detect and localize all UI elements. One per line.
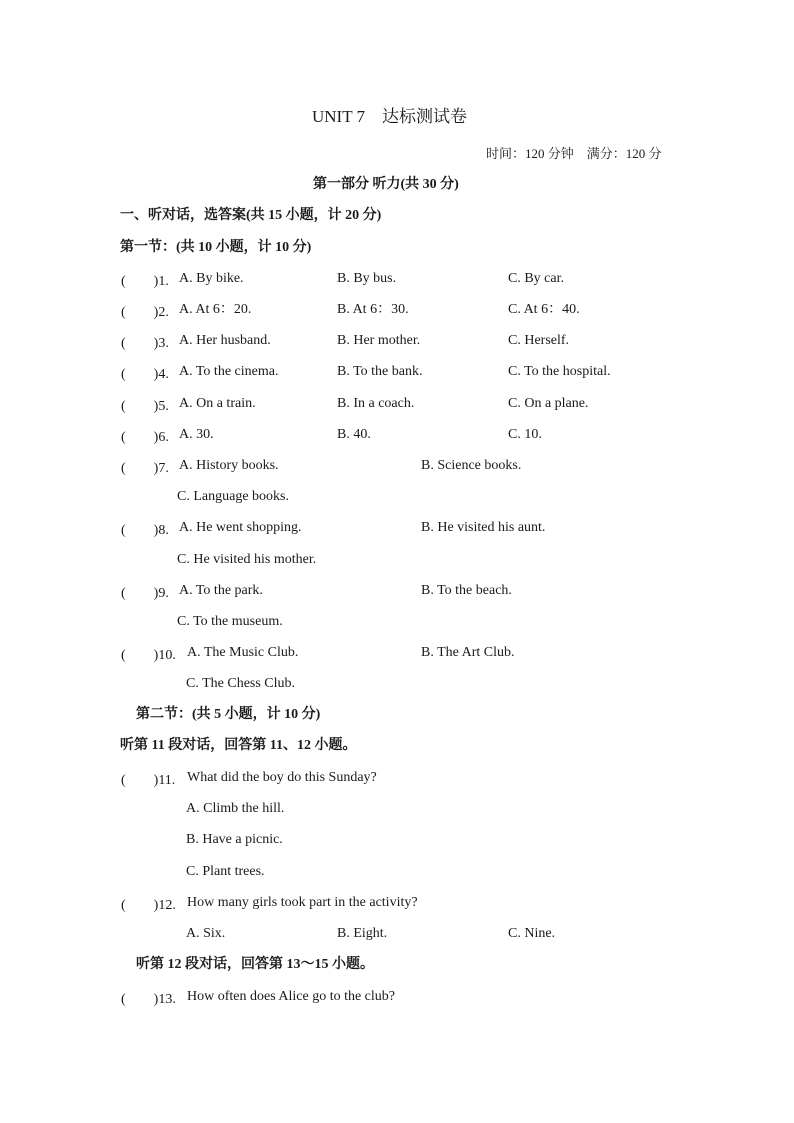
option-b: B. Science books.	[421, 458, 522, 473]
option-b: B. To the bank.	[337, 364, 423, 379]
option-b: B. Eight.	[337, 926, 388, 941]
page-title: UNIT 7 达标测试卷	[312, 107, 468, 126]
option-c: C. To the hospital.	[508, 364, 611, 379]
option-b: B. Her mother.	[337, 333, 421, 348]
question-stem: How many girls took part in the activity?	[187, 895, 418, 910]
part-heading: 第一部分 听力(共 30 分)	[313, 177, 459, 192]
option-b: B. At 6：30.	[337, 302, 409, 317]
subsection-heading-1: 第一节：(共 10 小题，计 10 分)	[120, 240, 312, 255]
answer-blank[interactable]: ( )5.	[121, 399, 169, 414]
option-b: B. By bus.	[337, 271, 397, 286]
option-c: C. On a plane.	[508, 396, 589, 411]
answer-blank[interactable]: ( )9.	[121, 586, 169, 601]
option-b: B. 40.	[337, 427, 371, 442]
answer-blank[interactable]: ( )3.	[121, 336, 169, 351]
answer-blank[interactable]: ( )1.	[121, 274, 169, 289]
option-a: A. Six.	[186, 926, 226, 941]
option-b: B. To the beach.	[421, 583, 512, 598]
answer-blank[interactable]: ( )4.	[121, 367, 169, 382]
answer-blank[interactable]: ( )7.	[121, 461, 169, 476]
option-c: C. At 6：40.	[508, 302, 580, 317]
answer-blank[interactable]: ( )8.	[121, 523, 169, 538]
option-a: A. To the cinema.	[179, 364, 279, 379]
answer-blank[interactable]: ( )6.	[121, 430, 169, 445]
answer-blank[interactable]: ( )11.	[121, 773, 176, 788]
option-c: C. Herself.	[508, 333, 570, 348]
option-a: A. He went shopping.	[179, 520, 302, 535]
dialog-12-instruction: 听第 12 段对话，回答第 13～15 小题。	[136, 957, 374, 972]
option-c: C. The Chess Club.	[186, 676, 296, 691]
option-c: C. Nine.	[508, 926, 556, 941]
section-heading: 一、听对话，选答案(共 15 小题，计 20 分)	[120, 208, 382, 223]
subsection-heading-2: 第二节：(共 5 小题，计 10 分)	[136, 707, 321, 722]
question-stem: How often does Alice go to the club?	[187, 989, 396, 1004]
option-a: A. Her husband.	[179, 333, 271, 348]
option-c: C. 10.	[508, 427, 542, 442]
option-c: C. By car.	[508, 271, 564, 286]
option-a: A. History books.	[179, 458, 279, 473]
option-b: B. He visited his aunt.	[421, 520, 546, 535]
answer-blank[interactable]: ( )10.	[121, 648, 176, 663]
option-c: C. He visited his mother.	[177, 552, 317, 567]
option-c: C. Plant trees.	[186, 864, 265, 879]
option-a: A. By bike.	[179, 271, 244, 286]
option-a: A. At 6：20.	[179, 302, 252, 317]
exam-meta: 时间：120 分钟 满分：120 分	[486, 146, 662, 161]
option-a: A. Climb the hill.	[186, 801, 285, 816]
answer-blank[interactable]: ( )13.	[121, 992, 176, 1007]
option-b: B. Have a picnic.	[186, 832, 283, 847]
answer-blank[interactable]: ( )2.	[121, 305, 169, 320]
option-b: B. The Art Club.	[421, 645, 515, 660]
option-b: B. In a coach.	[337, 396, 415, 411]
option-a: A. On a train.	[179, 396, 256, 411]
option-a: A. 30.	[179, 427, 214, 442]
answer-blank[interactable]: ( )12.	[121, 898, 176, 913]
option-c: C. To the museum.	[177, 614, 283, 629]
option-a: A. The Music Club.	[187, 645, 299, 660]
option-a: A. To the park.	[179, 583, 263, 598]
option-c: C. Language books.	[177, 489, 289, 504]
dialog-11-instruction: 听第 11 段对话，回答第 11、12 小题。	[120, 738, 357, 753]
question-stem: What did the boy do this Sunday?	[187, 770, 377, 785]
